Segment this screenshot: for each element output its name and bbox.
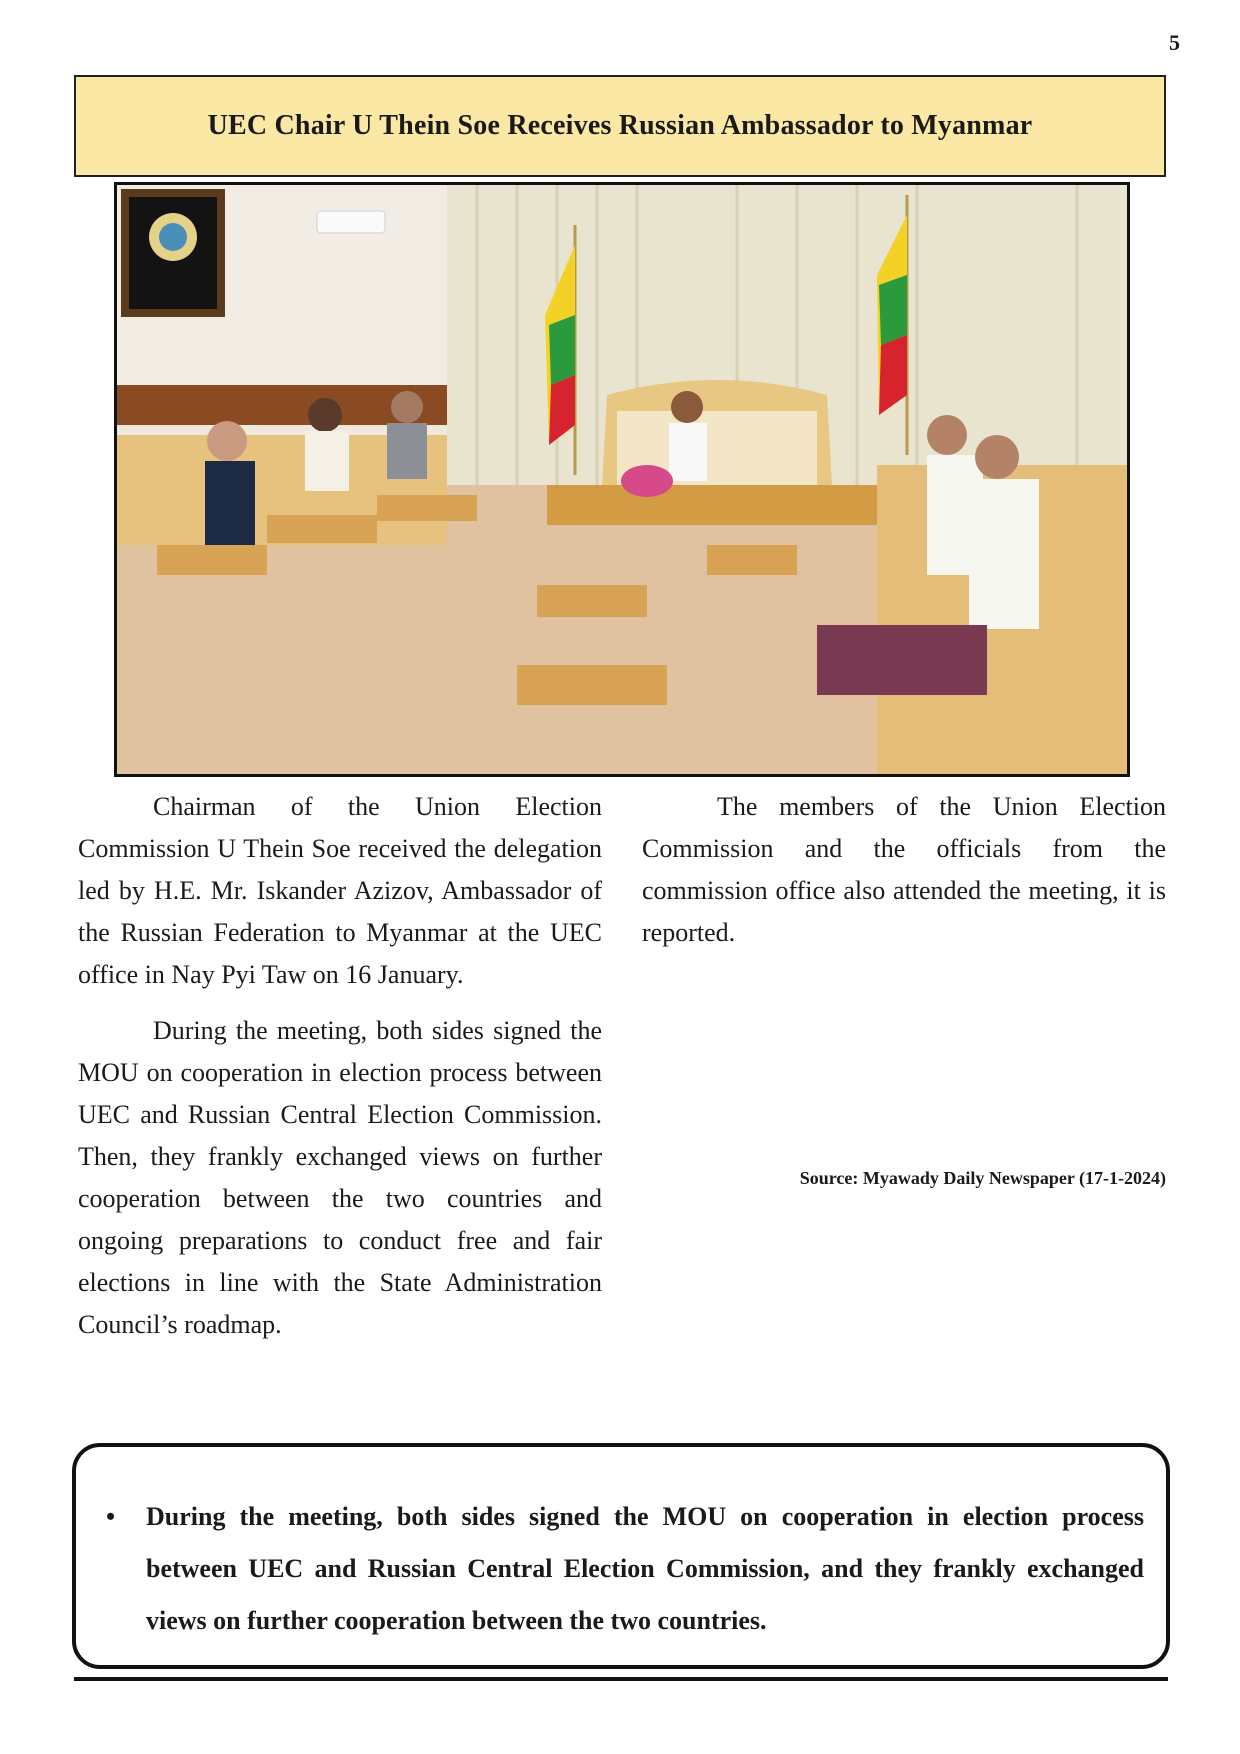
meeting-photo-illustration <box>117 185 1127 774</box>
article-paragraph: The members of the Union Election Commission and the officials from the commission office also attended the meeting, it is reported. <box>642 792 1166 947</box>
article-column-left <box>78 786 602 1360</box>
article-column-right <box>642 786 1166 968</box>
highlight-box <box>72 1443 1170 1669</box>
highlight-item <box>96 1491 1144 1647</box>
highlight-text: During the meeting, both sides signed the MOU on cooperation in election process between UEC and Russian Central Election Commission, and they frankly exchanged views on further cooperation between the two countries. <box>146 1502 1144 1635</box>
article-paragraph: Chairman of the Union Election Commission U Thein Soe received the delegation led by H.E. Mr. Iskander Azizov, Ambassador of the Russian Federation to Myanmar at the UEC office in Nay Pyi Taw on 16 January. <box>78 792 602 989</box>
footer-rule <box>74 1677 1168 1681</box>
meeting-photo <box>114 182 1130 777</box>
article-title: UEC Chair U Thein Soe Receives Russian Ambassador to Myanmar <box>207 110 1033 141</box>
bullet-icon: • <box>106 1502 116 1531</box>
article-title-box <box>74 75 1166 177</box>
article-paragraph: During the meeting, both sides signed the MOU on cooperation in election process between UEC and Russian Central Election Commission. Then, they frankly exchanged views on further cooperation between the two countries and ongoing preparations to conduct free and fair elections in line with the State Administration Council’s roadmap. <box>78 1016 602 1339</box>
page-number: 5 <box>1169 30 1180 55</box>
highlight-list <box>96 1491 1144 1647</box>
source-citation: Source: Myawady Daily Newspaper (17-1-2024) <box>799 1168 1166 1188</box>
